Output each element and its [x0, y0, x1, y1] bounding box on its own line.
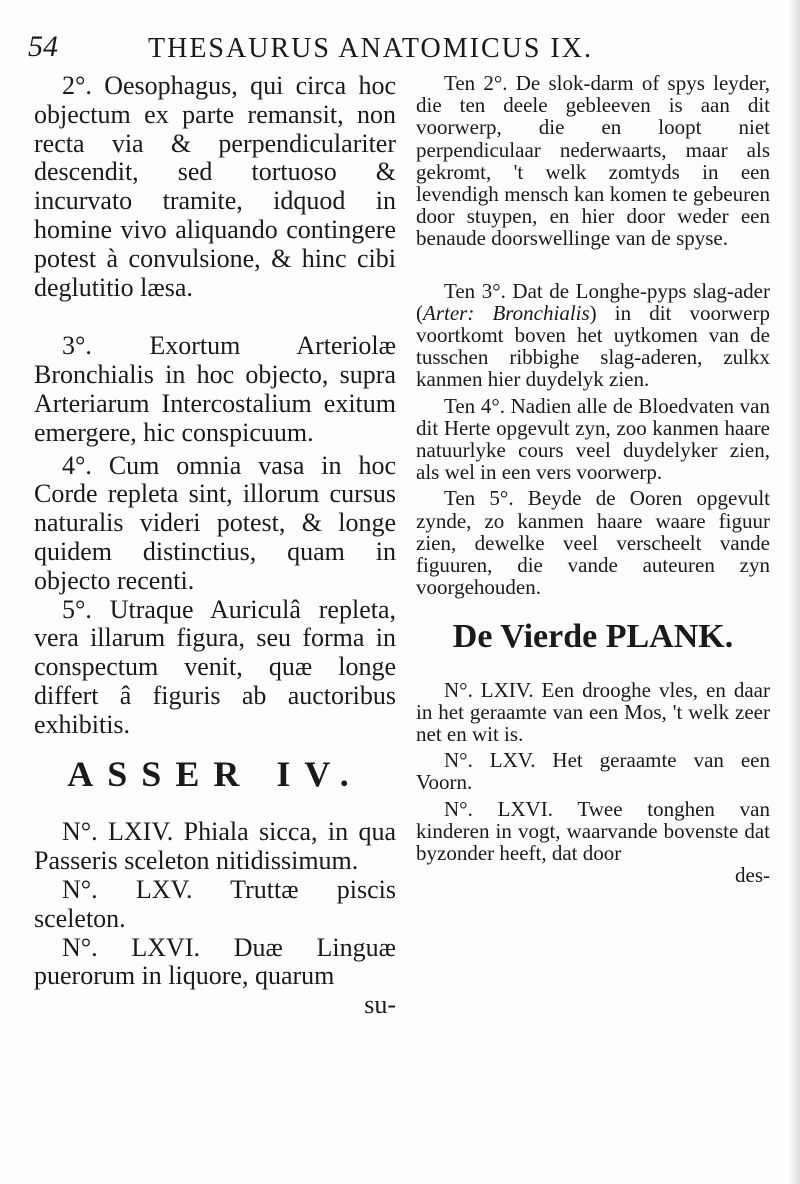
latin-section-heading: ASSER IV.	[67, 753, 363, 794]
page-edge-shadow	[788, 0, 800, 1184]
dutch-paragraph-3-italic: Arter: Bronchialis	[423, 300, 590, 325]
page-header	[28, 30, 764, 70]
dutch-paragraph-2: Ten 2°. De slok-darm of spys leyder, die ten deele gebleeven is aan dit voorwerp, die en loopt niet perpendiculaar nederwaarts, maar als gekromt, 't welk zomtyds in een levendigh mensch kan komen te gebeuren door stuypen, en hier door weder een benaude doorswellinge van de spyse.	[416, 71, 770, 251]
latin-paragraph-5: 5°. Utraque Auriculâ repleta, vera illarum figura, seu forma in conspectum venit, quæ longe differt â figuris ab auctoribus exhibitis.	[34, 594, 396, 739]
latin-item-65: N°. LXV. Truttæ piscis sceleton.	[34, 874, 396, 933]
dutch-paragraph-3	[416, 280, 770, 391]
dutch-paragraph-4: Ten 4°. Nadien alle de Bloedvaten van dit Herte opgevult zyn, zoo kanmen haare natuurlyke cours veel duydelyker zien, als wel in een vers voorwerp.	[416, 393, 770, 485]
latin-paragraph-4: 4°. Cum omnia vasa in hoc Corde repleta sint, illorum cursus naturalis videri potest, & longe quidem distinctius, quam in objecto recenti.	[34, 450, 396, 595]
dutch-paragraph-5: Ten 5°. Beyde de Ooren opgevult zynde, zo kanmen haare waare figuur zien, dewelke veel verscheelt vande figuuren, die vande auteuren zyn voorgehouden.	[416, 486, 770, 600]
latin-item-66: N°. LXVI. Duæ Linguæ puerorum in liquore, quarum	[34, 932, 396, 991]
latin-paragraph-3: 3°. Exortum Arteriolæ Bronchialis in hoc objecto, supra Arteriarum Intercostalium exitum emergere, hic conspicuum.	[34, 331, 396, 447]
dutch-paragraph-3-end: ) in dit voorwerp voortkomt boven het uytkomen van de tusschen ribbighe slag-aderen, zulkx kanmen hier duydelyk zien.	[416, 300, 770, 392]
dutch-item-66: N°. LXVI. Twee tonghen van kinderen in vogt, waarvande bovenste dat byzonder heeft, dat door	[416, 796, 770, 866]
dutch-paragraph-3-start: Ten 3°. Dat de Longhe-pyps slag-ader (	[416, 278, 770, 325]
latin-item-64: N°. LXIV. Phiala sicca, in qua Passeris sceleton nitidissimum.	[34, 817, 396, 876]
dutch-item-65: N°. LXV. Het geraamte van een Voorn.	[416, 748, 770, 795]
latin-paragraph-2: 2°. Oesophagus, qui circa hoc objectum ex parte remansit, non recta via & perpendiculariter descendit, sed tortuoso & incurvato tramite, idquod in homine vivo aliquando contingere potest à convulsione, & hinc cibi deglutitio læsa.	[34, 71, 396, 302]
running-title: THESAURUS ANATOMICUS IX.	[148, 33, 593, 64]
dutch-section-heading: De Vierde PLANK.	[452, 618, 734, 656]
dutch-item-64: N°. LXIV. Een drooghe vles, en daar in het geraamte van een Mos, 't welk zeer net en wit is.	[416, 677, 770, 747]
page-number: 54	[28, 30, 58, 63]
dutch-catchword: des-	[735, 863, 770, 888]
latin-column	[34, 72, 396, 1020]
latin-catchword: su-	[364, 990, 396, 1020]
dutch-column	[416, 72, 770, 887]
